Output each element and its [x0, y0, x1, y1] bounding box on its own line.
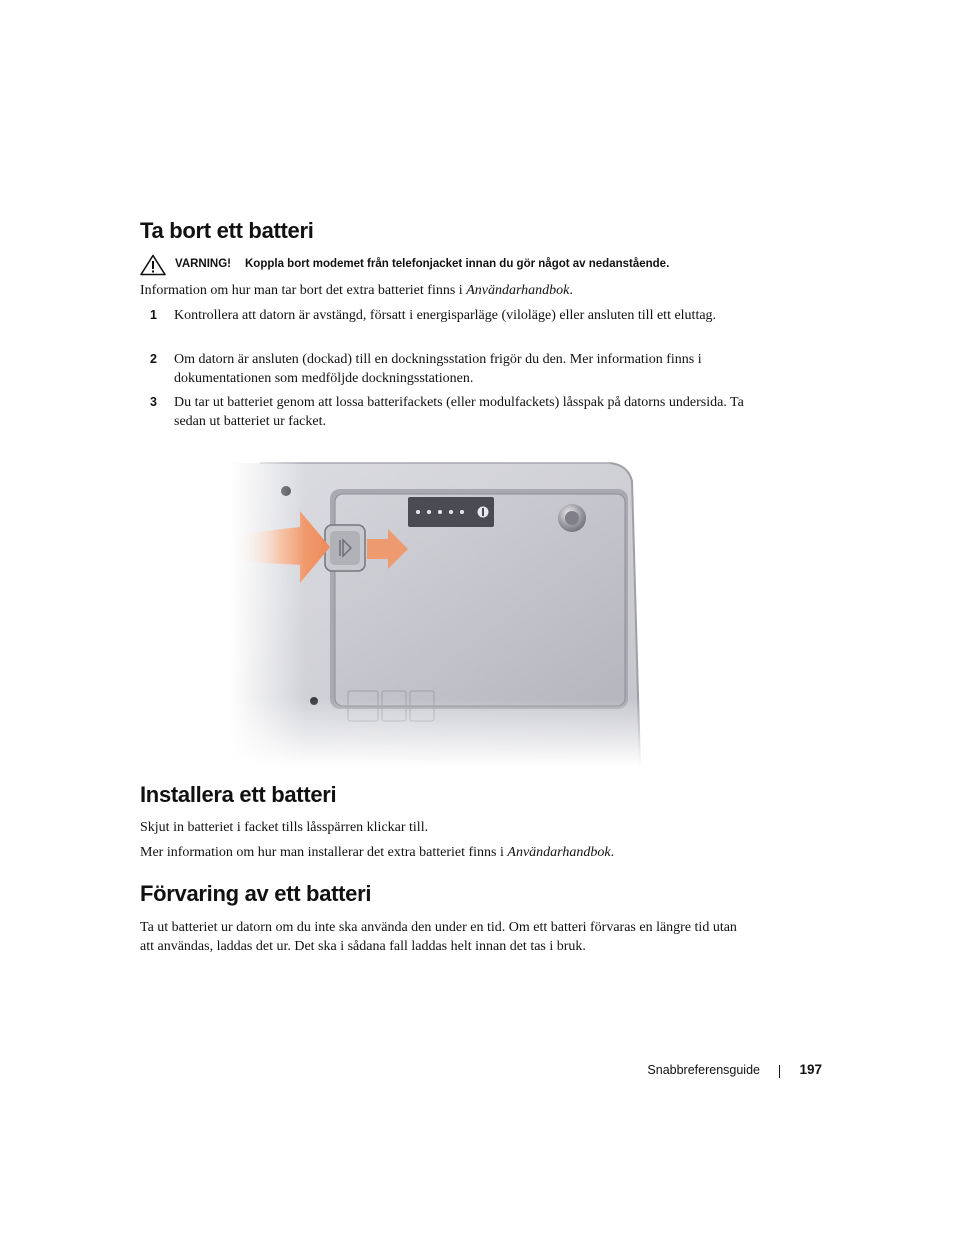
heading-store-battery: Förvaring av ett batteri — [140, 881, 372, 906]
intro-end: . — [569, 283, 573, 298]
battery-removal-illustration — [230, 455, 650, 767]
intro-text: Information om hur man tar bort det extra batteriet finns i — [140, 283, 467, 298]
heading-install-battery: Installera ett batteri — [140, 782, 337, 807]
step-item — [140, 306, 760, 325]
storage-paragraph: Ta ut batteriet ur datorn om du inte ska använda den under en tid. Om ett batteri förvaras en längre tid utan att användas, laddas det ur. Det ska i sådana fall laddas helt innan det tas i bruk. — [140, 920, 737, 954]
step-item — [140, 393, 760, 431]
intro-paragraph — [140, 281, 760, 300]
install-paragraph-1: Skjut in batteriet i facket tills låsspärren klickar till. — [140, 820, 429, 835]
manual-reference: Användarhandbok — [466, 283, 570, 298]
manual-reference: Användarhandbok — [507, 845, 611, 860]
warning-notice — [140, 254, 760, 276]
warning-text: Koppla bort modemet från telefonjacket innan du gör något av nedanstående. — [245, 258, 670, 270]
footer-separator — [779, 1065, 780, 1078]
install-end: . — [610, 845, 615, 860]
step-text: Du tar ut batteriet genom att lossa batterifackets (eller modulfackets) låsspak på datorns undersida. Ta sedan ut batteriet ur facket. — [174, 395, 744, 429]
step-number: 2 — [150, 352, 157, 366]
step-text: Om datorn är ansluten (dockad) till en dockningsstation frigör du den. Mer information finns i dokumentationen som medföljde dockningsstationen. — [174, 352, 702, 386]
install-paragraph-2 — [140, 843, 760, 862]
step-item — [140, 350, 760, 388]
warning-icon — [140, 254, 166, 276]
page-footer — [600, 1062, 822, 1080]
heading-remove-battery: Ta bort ett batteri — [140, 218, 314, 243]
footer-guide-title: Snabbreferensguide — [647, 1063, 760, 1077]
install-text: Mer information om hur man installerar det extra batteriet finns i — [140, 845, 508, 860]
warning-label: VARNING! — [175, 258, 232, 270]
step-number: 1 — [150, 308, 157, 322]
step-number: 3 — [150, 395, 157, 409]
step-text: Kontrollera att datorn är avstängd, försatt i energisparläge (viloläge) eller ansluten till ett eluttag. — [174, 308, 717, 323]
page-number: 197 — [799, 1062, 822, 1077]
